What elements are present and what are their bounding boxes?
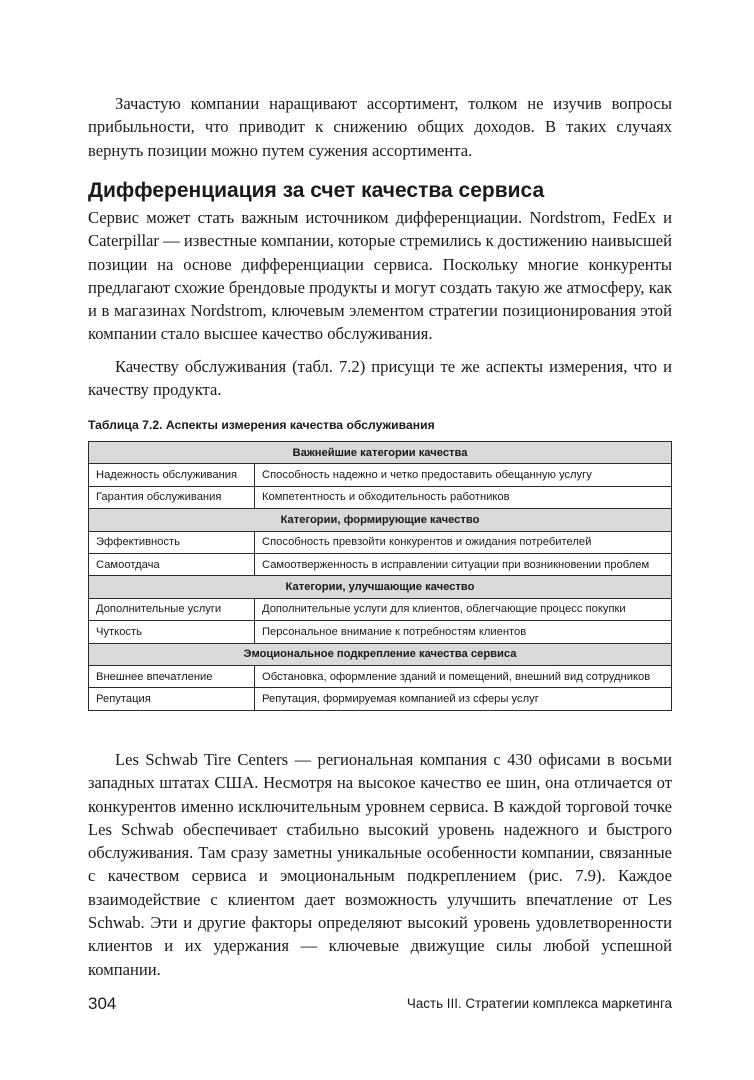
- service-paragraph: Сервис может стать важным источником дифференциации. Nordstrom, FedEx и Caterpillar — известные компании, которые стремились к достижению наивысшей позиции на основе дифференциации сервиса. Поскольку многие конкуренты предлагают схожие брендовые продукты и могут создать такую же атмосферу, как и в магазинах Nordstrom, ключевым элементом стратегии позиционирования этой компании стало высшее качество обслуживания.: [88, 208, 672, 344]
- category-name: Гарантия обслуживания: [89, 486, 255, 508]
- category-description: Персональное внимание к потребностям клиентов: [255, 621, 672, 643]
- category-name: Репутация: [89, 688, 255, 710]
- table-reference-paragraph: Качеству обслуживания (табл. 7.2) присущи те же аспекты измерения, что и качеству продукта.: [88, 357, 672, 400]
- category-description: Обстановка, оформление зданий и помещений, внешний вид сотрудников: [255, 665, 672, 687]
- category-name: Внешнее впечатление: [89, 665, 255, 687]
- table-section-row: [89, 643, 672, 665]
- table-section-row: [89, 442, 672, 464]
- running-footer: Часть III. Стратегии комплекса маркетинга: [406, 996, 672, 1011]
- category-name: Надежность обслуживания: [89, 464, 255, 486]
- category-name: Чуткость: [89, 621, 255, 643]
- service-quality-table: [88, 441, 672, 711]
- section-title: Важнейшие категории качества: [89, 442, 672, 464]
- table-row: [89, 531, 672, 553]
- category-name: Самоотдача: [89, 553, 255, 575]
- intro-paragraph: Зачастую компании наращивают ассортимент, толком не изучив вопросы прибыльности, что приводит к снижению общих доходов. В таких случаях вернуть позиции можно путем сужения ассортимента.: [88, 94, 672, 160]
- table-row: [89, 553, 672, 575]
- table-section-row: [89, 576, 672, 598]
- section-heading: Дифференциация за счет качества сервиса: [88, 179, 545, 202]
- category-name: Эффективность: [89, 531, 255, 553]
- page-number: 304: [88, 994, 117, 1013]
- table-section-row: [89, 509, 672, 531]
- les-schwab-paragraph: Les Schwab Tire Centers — региональная компания с 430 офисами в восьми западных штатах США. Несмотря на высокое качество ее шин, она отличается от конкурентов именно исключительным уровнем сервиса. В каждой торговой точке Les Schwab обеспечивает стабильно высокий уровень надежного и быстрого обслуживания. Там сразу заметны уникальные особенности компании, связанные с качеством сервиса и эмоциональным подкреплением (рис. 7.9). Каждое взаимодействие с клиентом дает возможность улучшить впечатление от Les Schwab. Эти и другие факторы определяют высокий уровень удовлетворенности клиентов и их удержания — ключевые движущие силы любой успешной компании.: [88, 750, 672, 979]
- table-row: [89, 688, 672, 710]
- section-title: Эмоциональное подкрепление качества сервиса: [89, 643, 672, 665]
- table-row: [89, 486, 672, 508]
- category-description: Самоотверженность в исправлении ситуации при возникновении проблем: [255, 553, 672, 575]
- category-description: Способность превзойти конкурентов и ожидания потребителей: [255, 531, 672, 553]
- section-title: Категории, формирующие качество: [89, 509, 672, 531]
- table-row: [89, 621, 672, 643]
- table-caption: Таблица 7.2. Аспекты измерения качества обслуживания: [88, 418, 435, 432]
- table-row: [89, 464, 672, 486]
- section-title: Категории, улучшающие качество: [89, 576, 672, 598]
- table-row: [89, 665, 672, 687]
- table-row: [89, 598, 672, 620]
- category-description: Компетентность и обходительность работников: [255, 486, 672, 508]
- category-description: Репутация, формируемая компанией из сферы услуг: [255, 688, 672, 710]
- category-description: Дополнительные услуги для клиентов, облегчающие процесс покупки: [255, 598, 672, 620]
- category-description: Способность надежно и четко предоставить обещанную услугу: [255, 464, 672, 486]
- category-name: Дополнительные услуги: [89, 598, 255, 620]
